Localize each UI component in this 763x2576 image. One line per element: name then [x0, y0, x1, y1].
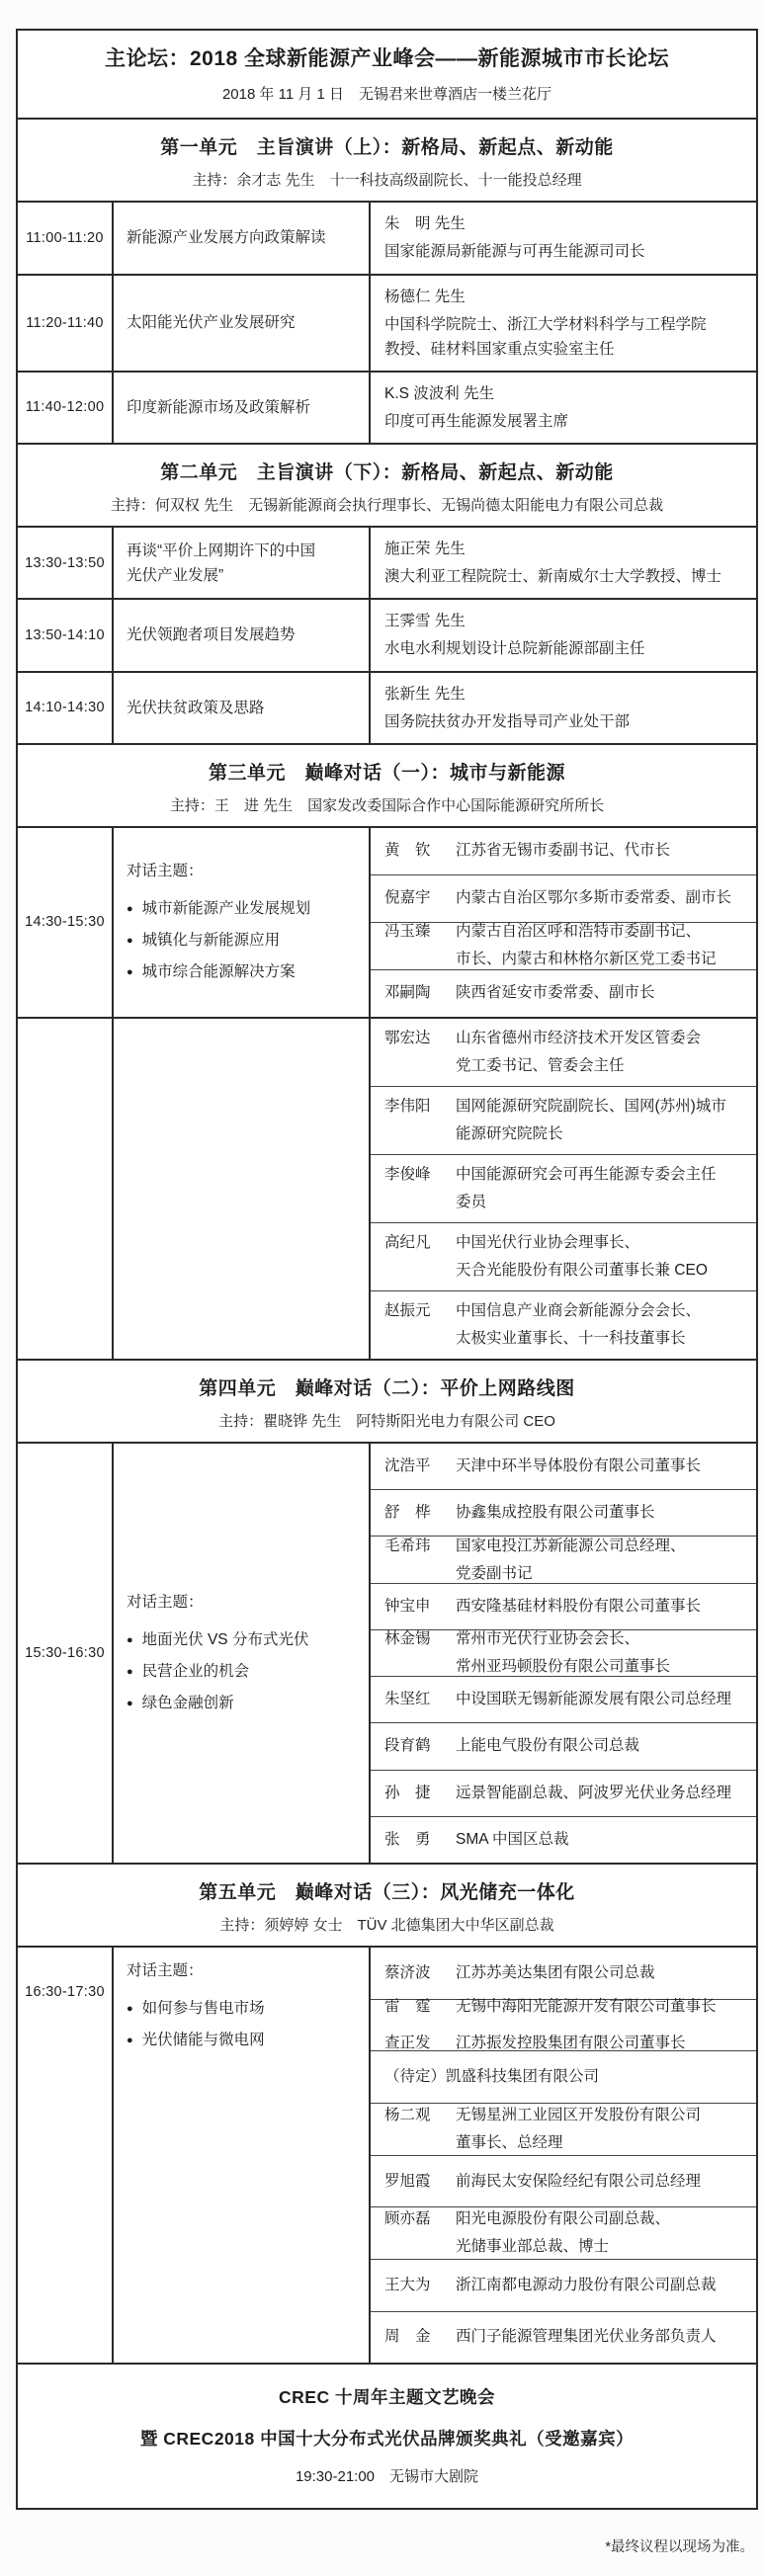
panelist-desc-line: 常州亚玛顿股份有限公司董事长 [456, 1658, 671, 1676]
panelist-desc [456, 839, 752, 863]
speaker-title: 国家能源局新能源与可再生能源司司长 [384, 243, 645, 261]
bullet-icon: ● [127, 1698, 133, 1710]
panelist-cell [371, 2207, 756, 2260]
speaker-cell [371, 528, 756, 598]
panelist-desc [456, 2274, 752, 2297]
bullet-icon: ● [127, 1666, 133, 1679]
unit-header [18, 745, 756, 828]
agenda-row [18, 276, 756, 373]
agenda-table [16, 29, 758, 2510]
panelist-name: 赵振元 [384, 1301, 431, 1319]
panelist-name: 鄂宏达 [384, 1029, 431, 1046]
panelist-cell [371, 1948, 756, 2000]
speaker-title: 澳大利亚工程院院士、新南威尔士大学教授、博士 [384, 568, 722, 586]
gala-time-venue: 19:30-21:00 无锡市大剧院 [295, 2468, 479, 2486]
bullet-text: 城市新能源产业发展规划 [141, 900, 311, 918]
unit-title: 第一单元 主旨演讲（上）：新格局、新起点、新动能 [160, 137, 614, 159]
panelist-name: 王大为 [384, 2276, 431, 2293]
panelist-desc-line: 党委副书记 [456, 1564, 533, 1582]
panel-row [18, 828, 756, 1019]
panelist-desc-line: 无锡星洲工业园区开发股份有限公司 [456, 2106, 702, 2123]
panelist-name: 毛希玮 [384, 1537, 431, 1554]
panelist-desc [456, 1734, 752, 1758]
panelist-name: 钟宝申 [384, 1597, 431, 1615]
panelist-cell [371, 1155, 756, 1223]
panelist-entry [384, 1828, 752, 1852]
evening-gala-block [18, 2365, 756, 2508]
panelist-desc-line: 前海民太安保险经纪有限公司总经理 [456, 2172, 702, 2190]
panelist-desc-line: 市长、内蒙古和林格尔新区党工委书记 [456, 951, 717, 968]
unit-section-4 [18, 1361, 756, 1865]
panelist-cell [371, 2051, 756, 2104]
unit-header [18, 1865, 756, 1948]
panelist-desc [456, 1095, 752, 1146]
speaker-name: 张新生 先生 [384, 685, 466, 703]
panelist-desc [456, 2170, 752, 2194]
topic-cell [114, 203, 371, 273]
panelist-name: 黄 钦 [384, 842, 431, 860]
panelist-cell [371, 1584, 756, 1630]
panelist-entry [384, 1454, 752, 1478]
panelist-name: 高纪凡 [384, 1233, 431, 1251]
panelist-list [371, 1019, 756, 1359]
time-cell: 16:30-17:30 [18, 1948, 114, 2363]
panelist-entry [384, 1231, 752, 1283]
panelist-cell [371, 1537, 756, 1583]
panelist-name: 冯玉臻 [384, 923, 431, 941]
page-title: 主论坛：2018 全球新能源产业峰会——新能源城市市长论坛 [104, 47, 670, 70]
panelist-desc-line: 中国光伏行业协会理事长、 [456, 1233, 640, 1251]
panelist-entry [384, 1501, 752, 1525]
panelist-entry [384, 2207, 752, 2259]
panelist-desc-line: 浙江南都电源动力股份有限公司副总裁 [456, 2276, 717, 2293]
panelist-cell [371, 828, 756, 875]
unit-title: 第五单元 巅峰对话（三）：风光储充一体化 [199, 1882, 575, 1904]
panelist-desc-line: 协鑫集成控股有限公司董事长 [456, 1504, 655, 1522]
speaker-cell [371, 673, 756, 743]
panelist-cell [371, 1087, 756, 1155]
panelist-desc [456, 1595, 752, 1619]
speaker-name: 施正荣 先生 [384, 540, 466, 558]
gala-title: CREC 十周年主题文艺晚会 [279, 2387, 495, 2408]
panelist-entry [384, 839, 752, 863]
topic-label: 对话主题： [127, 1962, 204, 1980]
panelist-name: 雷 霆 [384, 1998, 431, 2016]
panelist-desc [456, 1688, 752, 1711]
speaker-title: 印度可再生能源发展署主席 [384, 412, 569, 430]
panelist-desc [456, 1995, 752, 2019]
panelist-desc [456, 1828, 752, 1852]
time-cell: 13:30-13:50 [18, 528, 114, 598]
gala-award-ceremony: 暨 CREC2018 中国十大分布式光伏品牌颁奖典礼（受邀嘉宾） [139, 2429, 635, 2450]
panelist-name: 倪嘉宇 [384, 889, 431, 907]
unit-title: 第三单元 巅峰对话（一）：城市与新能源 [208, 762, 565, 784]
panelist-cell [371, 1771, 756, 1817]
panelist-entry [384, 886, 752, 910]
unit-section-1 [18, 120, 756, 445]
topic-cell [114, 373, 371, 443]
panelist-desc [456, 920, 752, 971]
panelist-name: 孙 捷 [384, 1784, 431, 1801]
speaker-cell [371, 600, 756, 670]
panelist-desc-line: 江苏省无锡市委副书记、代市长 [456, 842, 671, 860]
panelist-desc-line: 委员 [456, 1193, 487, 1210]
panelist-cell [371, 1677, 756, 1723]
panelist-desc-line: 天津中环半导体股份有限公司董事长 [456, 1457, 702, 1475]
panelist-entry [384, 2274, 752, 2297]
unit-host: 主持：瞿晓铧 先生 阿特斯阳光电力有限公司 CEO [218, 1412, 555, 1430]
panelist-desc-line: 江苏振发控股集团有限公司董事长 [456, 2035, 686, 2052]
panelist-desc-line: 陕西省延安市委常委、副市长 [456, 984, 655, 1002]
panel-topic-cell [114, 1019, 371, 1359]
topic-line: 光伏扶贫政策及思路 [127, 699, 265, 716]
panelist-entry [384, 1595, 752, 1619]
panelist-desc-line: 远景智能副总裁、阿波罗光伏业务总经理 [456, 1784, 732, 1801]
panelist-name: 舒 桦 [384, 1504, 431, 1522]
time-cell: 14:10-14:30 [18, 673, 114, 743]
panelist-cell [371, 1223, 756, 1291]
panelist-desc-line: 山东省德州市经济技术开发区管委会 [456, 1029, 702, 1046]
bullet-icon: ● [127, 2003, 133, 2016]
bullet-text: 绿色金融创新 [141, 1695, 234, 1712]
topic-line: 光伏产业发展” [127, 566, 224, 584]
panelist-desc-line: 阳光电源股份有限公司副总裁、 [456, 2210, 671, 2228]
topic-label: 对话主题： [127, 1594, 204, 1611]
speaker-cell [371, 276, 756, 371]
panelist-cell [371, 1490, 756, 1537]
panelist-desc [456, 1782, 752, 1805]
panelist-entry [384, 981, 752, 1005]
panel-row [18, 1444, 756, 1865]
unit-header [18, 1361, 756, 1444]
panelist-desc [456, 1535, 752, 1586]
panelist-cell [371, 1630, 756, 1677]
panelist-desc-line: 中设国联无锡新能源发展有限公司总经理 [456, 1691, 732, 1708]
topic-line: 光伏领跑者项目发展趋势 [127, 626, 296, 644]
unit-host: 主持：须婷婷 女士 TÜV 北德集团大中华区副总裁 [219, 1917, 554, 1935]
panelist-name: 周 金 [384, 2328, 431, 2346]
panelist-desc [456, 1163, 752, 1214]
panelist-name: 罗旭霞 [384, 2172, 431, 2190]
time-cell [18, 1019, 114, 1359]
panelist-desc-line: （待定）凯盛科技集团有限公司 [384, 2068, 600, 2086]
panelist-entry [384, 1299, 752, 1351]
document-header [18, 31, 756, 120]
time-cell: 11:20-11:40 [18, 276, 114, 371]
panelist-name: 李伟阳 [384, 1097, 431, 1115]
bullet-item [127, 929, 361, 953]
panelist-desc-line: 董事长、总经理 [456, 2133, 563, 2151]
panelist-entry [384, 1627, 752, 1679]
panelist-name: 顾亦磊 [384, 2210, 431, 2228]
panelist-entry [384, 1961, 752, 1985]
panelist-desc-line: 国家电投江苏新能源公司总经理、 [456, 1537, 686, 1554]
panel-topic-cell [114, 1948, 371, 2363]
panelist-desc [456, 1501, 752, 1525]
panelist-name: 沈浩平 [384, 1457, 431, 1475]
panelist-desc [456, 2325, 752, 2349]
panelist-desc-line: 江苏苏美达集团有限公司总裁 [456, 1963, 655, 1981]
speaker-cell [371, 203, 756, 273]
panelist-desc [456, 2104, 752, 2155]
panelist-desc-line: 天合光能股份有限公司董事长兼 CEO [456, 1261, 708, 1279]
panelist-name: 段育鹤 [384, 1737, 431, 1755]
unit-header [18, 120, 756, 203]
panelist-name: 查正发 [384, 2035, 431, 2052]
panelist-desc-line: 国网能源研究院副院长、国网(苏州)城市 [456, 1097, 726, 1115]
agenda-row [18, 528, 756, 600]
bullet-item [127, 1692, 361, 1715]
unit-section-5 [18, 1865, 756, 2365]
panelist-cell [371, 2260, 756, 2312]
panelist-desc [456, 1454, 752, 1478]
speaker-name: 王霁雪 先生 [384, 613, 466, 630]
agenda-row [18, 203, 756, 275]
panelist-desc-line: 西门子能源管理集团光伏业务部负责人 [456, 2328, 717, 2346]
bullet-item [127, 1997, 361, 2021]
speaker-cell [371, 373, 756, 443]
time-cell: 11:40-12:00 [18, 373, 114, 443]
panelist-desc [456, 886, 752, 910]
panelist-list [371, 1948, 756, 2363]
panelist-entry [384, 1095, 752, 1146]
speaker-title: 教授、硅材料国家重点实验室主任 [384, 340, 615, 358]
panelist-entry [384, 1782, 752, 1805]
panelist-desc-line: 常州市光伏行业协会会长、 [456, 1630, 640, 1647]
agenda-row [18, 673, 756, 745]
panel-row [18, 1948, 756, 2365]
panelist-entry [384, 1027, 752, 1078]
bullet-icon: ● [127, 935, 133, 948]
bullet-icon: ● [127, 903, 133, 916]
bullet-item [127, 897, 361, 921]
panelist-desc-line: SMA 中国区总裁 [456, 1830, 569, 1848]
unit-host: 主持：王 进 先生 国家发改委国际合作中心国际能源研究所所长 [169, 796, 605, 814]
panelist-list [371, 1444, 756, 1863]
panelist-desc [456, 1231, 752, 1283]
bullet-text: 民营企业的机会 [141, 1663, 250, 1681]
panelist-name: 朱坚红 [384, 1691, 431, 1708]
panelist-desc [456, 2207, 752, 2259]
panelist-desc [456, 981, 752, 1005]
time-cell: 14:30-15:30 [18, 828, 114, 1017]
panelist-entry [384, 2170, 752, 2194]
bullet-item [127, 1628, 361, 1652]
bullet-text: 地面光伏 VS 分布式光伏 [141, 1631, 309, 1649]
panelist-desc-line: 光储事业部总裁、博士 [456, 2238, 610, 2256]
time-cell: 15:30-16:30 [18, 1444, 114, 1863]
bullet-item [127, 2029, 361, 2052]
agenda-row [18, 373, 756, 445]
panelist-cell [371, 923, 756, 970]
speaker-name: 朱 明 先生 [384, 215, 466, 233]
agenda-row [18, 600, 756, 672]
unit-title: 第二单元 主旨演讲（下）：新格局、新起点、新动能 [160, 462, 614, 484]
time-cell: 13:50-14:10 [18, 600, 114, 670]
panelist-list [371, 828, 756, 1017]
panelist-cell [371, 2000, 756, 2052]
panelist-name: 林金锡 [384, 1630, 431, 1647]
speaker-name: K.S 波波利 先生 [384, 384, 495, 402]
panelist-cell [371, 2156, 756, 2208]
panelist-name: 张 勇 [384, 1830, 431, 1848]
panelist-name: 邓嗣陶 [384, 984, 431, 1002]
panelist-desc-line: 能源研究院院长 [456, 1124, 563, 1142]
panelist-desc [384, 2065, 752, 2089]
topic-cell [114, 528, 371, 598]
bullet-text: 光伏储能与微电网 [141, 2032, 265, 2049]
panelist-desc-line: 上能电气股份有限公司总裁 [456, 1737, 640, 1755]
topic-cell [114, 600, 371, 670]
panelist-entry [384, 1688, 752, 1711]
panelist-desc-line: 内蒙古自治区呼和浩特市委副书记、 [456, 923, 702, 941]
panelist-name: 蔡济波 [384, 1963, 431, 1981]
panelist-desc [456, 1299, 752, 1351]
panelist-entry [384, 1535, 752, 1586]
topic-label: 对话主题： [127, 863, 204, 880]
bullet-item [127, 960, 361, 984]
topic-cell [114, 673, 371, 743]
topic-cell [114, 276, 371, 371]
panelist-desc-line: 西安隆基硅材料股份有限公司董事长 [456, 1597, 702, 1615]
panelist-entry [384, 1995, 752, 2019]
panelist-cell [371, 875, 756, 923]
panelist-desc-line: 太极实业董事长、十一科技董事长 [456, 1329, 686, 1347]
panelist-desc-line: 内蒙古自治区鄂尔多斯市委常委、副市长 [456, 889, 732, 907]
unit-host: 主持：何双权 先生 无锡新能源商会执行理事长、无锡尚德太阳能电力有限公司总裁 [110, 497, 664, 515]
panelist-cell [371, 1723, 756, 1770]
speaker-title: 中国科学院院士、浙江大学材料科学与工程学院 [384, 315, 707, 333]
panelist-entry [384, 1163, 752, 1214]
bullet-item [127, 1660, 361, 1684]
panelist-cell [371, 970, 756, 1017]
panelist-entry [384, 2104, 752, 2155]
panelist-cell [371, 1019, 756, 1087]
bullet-icon: ● [127, 966, 133, 979]
topic-line: 印度新能源市场及政策解析 [127, 398, 311, 416]
panelist-entry [384, 920, 752, 971]
panelist-desc-line: 无锡中海阳光能源开发有限公司董事长 [456, 1998, 717, 2016]
panelist-name: 杨二观 [384, 2106, 431, 2123]
topic-line: 太阳能光伏产业发展研究 [127, 314, 296, 332]
panelist-cell [371, 2104, 756, 2156]
time-cell: 11:00-11:20 [18, 203, 114, 273]
unit-header [18, 445, 756, 528]
bullet-icon: ● [127, 2035, 133, 2047]
panelist-desc [456, 1027, 752, 1078]
bullet-text: 城市综合能源解决方案 [141, 963, 296, 981]
bullet-icon: ● [127, 1634, 133, 1647]
panelist-cell [371, 1817, 756, 1863]
panelist-desc [456, 1627, 752, 1679]
topic-line: 再谈“平价上网期许下的中国 [127, 541, 316, 559]
panel-topic-cell [114, 1444, 371, 1863]
panelist-cell [371, 1291, 756, 1359]
panelist-entry [384, 1734, 752, 1758]
speaker-title: 国务院扶贫办开发指导司产业处干部 [384, 712, 631, 730]
panelist-cell [371, 2312, 756, 2364]
panelist-name: 李俊峰 [384, 1165, 431, 1183]
panelist-desc-line: 党工委书记、管委会主任 [456, 1056, 625, 1074]
speaker-name: 杨德仁 先生 [384, 288, 466, 305]
panelist-desc-line: 中国能源研究会可再生能源专委会主任 [456, 1165, 717, 1183]
panelist-desc-line: 中国信息产业商会新能源分会会长、 [456, 1301, 702, 1319]
panelist-entry [384, 2065, 752, 2089]
bullet-text: 城镇化与新能源应用 [141, 932, 281, 950]
panelist-cell [371, 1444, 756, 1490]
panel-topic-cell [114, 828, 371, 1017]
unit-title: 第四单元 巅峰对话（二）：平价上网路线图 [199, 1377, 575, 1399]
panel-row [18, 1019, 756, 1361]
unit-sections [18, 120, 756, 2365]
unit-section-3 [18, 745, 756, 1361]
event-date-venue: 2018 年 11 月 1 日 无锡君来世尊酒店一楼兰花厅 [221, 86, 552, 104]
unit-host: 主持：余才志 先生 十一科技高级副院长、十一能投总经理 [192, 172, 582, 190]
speaker-title: 水电水利规划设计总院新能源部副主任 [384, 640, 645, 658]
bullet-text: 如何参与售电市场 [141, 2000, 265, 2018]
footnote: *最终议程以现场为准。 [605, 2539, 754, 2556]
panelist-entry [384, 2325, 752, 2349]
topic-line: 新能源产业发展方向政策解读 [127, 229, 326, 247]
unit-section-2 [18, 445, 756, 745]
panelist-desc [456, 1961, 752, 1985]
